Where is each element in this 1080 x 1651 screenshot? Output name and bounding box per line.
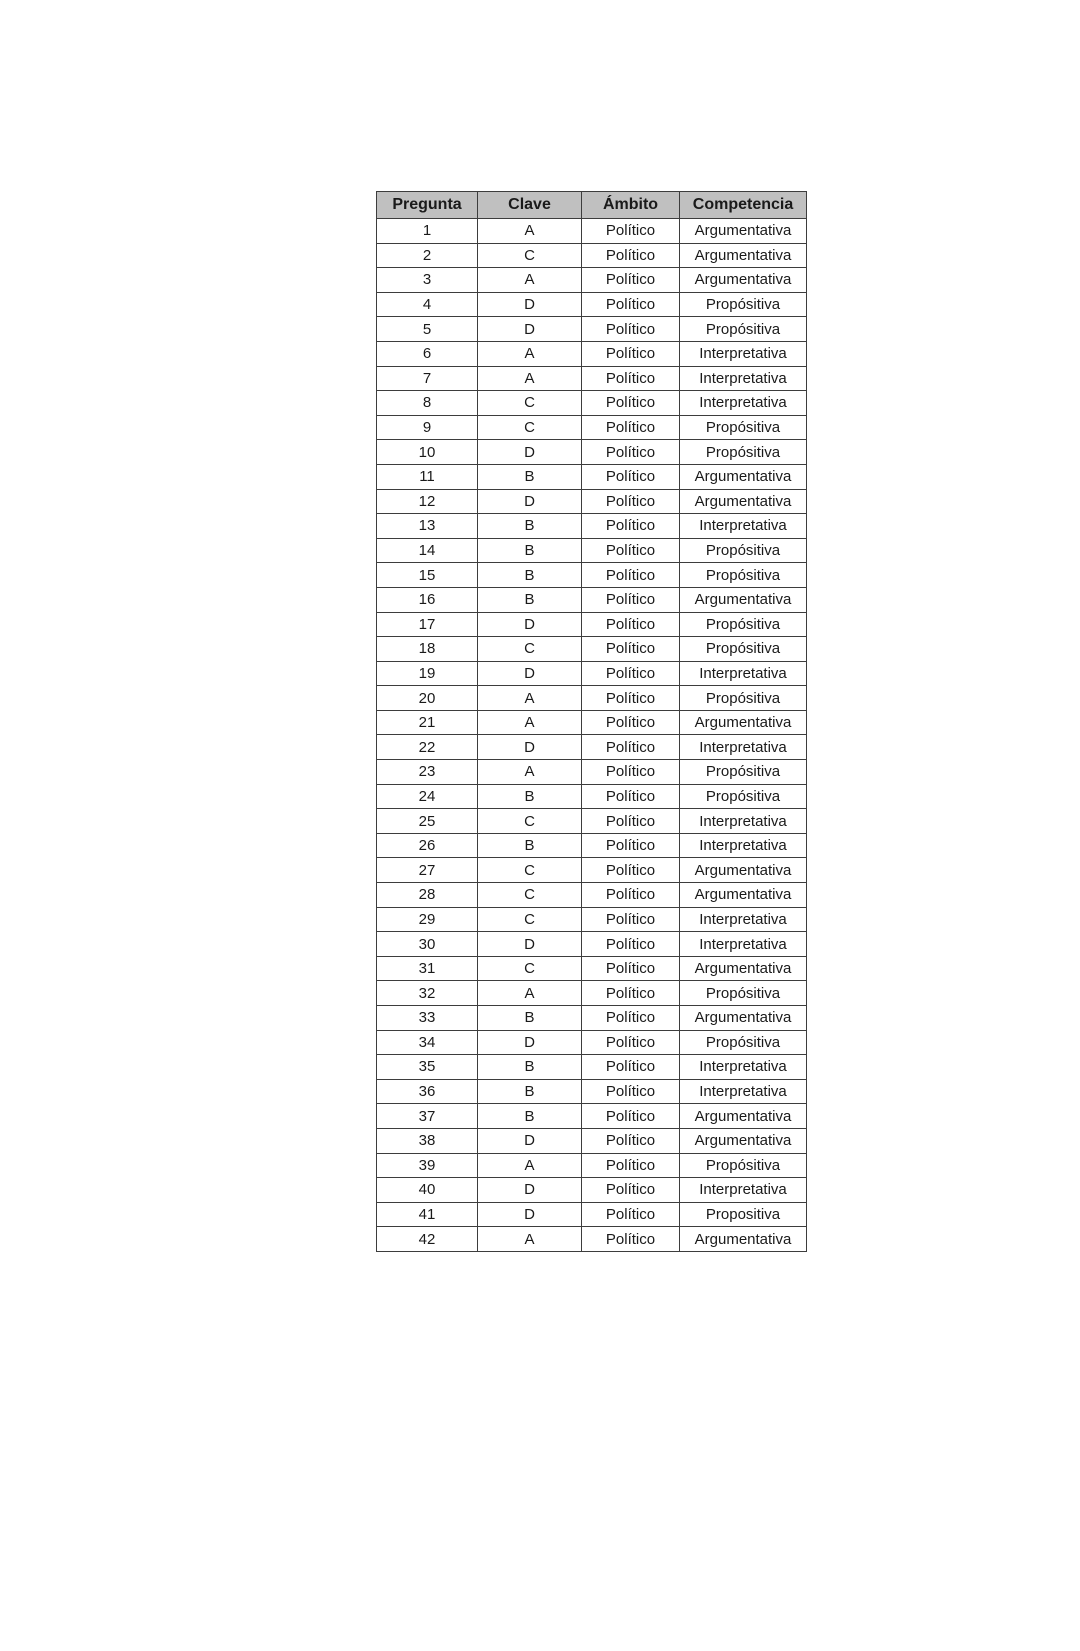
cell-ambito: Político [582,292,680,317]
cell-pregunta: 13 [377,514,478,539]
table-row [377,637,807,662]
table-row [377,956,807,981]
cell-competencia: Argumentativa [680,858,807,883]
cell-competencia: Propósitiva [680,760,807,785]
cell-clave: B [478,1079,582,1104]
cell-ambito: Político [582,809,680,834]
cell-competencia: Interpretativa [680,366,807,391]
answer-key-table [376,191,807,1252]
cell-clave: A [478,1153,582,1178]
cell-ambito: Político [582,1153,680,1178]
cell-competencia: Interpretativa [680,1055,807,1080]
cell-clave: A [478,686,582,711]
cell-clave: B [478,587,582,612]
table-row [377,833,807,858]
cell-competencia: Argumentativa [680,956,807,981]
cell-competencia: Propósitiva [680,538,807,563]
cell-ambito: Político [582,538,680,563]
cell-clave: D [478,1030,582,1055]
cell-ambito: Político [582,563,680,588]
cell-clave: B [478,1055,582,1080]
cell-pregunta: 24 [377,784,478,809]
cell-ambito: Político [582,1104,680,1129]
cell-competencia: Propósitiva [680,415,807,440]
table-row [377,341,807,366]
cell-competencia: Interpretativa [680,932,807,957]
cell-pregunta: 28 [377,883,478,908]
table-row [377,1079,807,1104]
cell-competencia: Propósitiva [680,1153,807,1178]
cell-competencia: Argumentativa [680,710,807,735]
table-row [377,760,807,785]
table-row [377,1178,807,1203]
cell-clave: B [478,464,582,489]
table-row [377,292,807,317]
cell-clave: A [478,760,582,785]
cell-ambito: Político [582,317,680,342]
table-row [377,489,807,514]
cell-pregunta: 42 [377,1227,478,1252]
cell-clave: A [478,366,582,391]
header-competencia: Competencia [680,192,807,219]
cell-competencia: Interpretativa [680,809,807,834]
cell-ambito: Político [582,784,680,809]
cell-competencia: Interpretativa [680,661,807,686]
table-row [377,612,807,637]
table-row [377,391,807,416]
table-row [377,932,807,957]
table-row [377,883,807,908]
cell-ambito: Político [582,415,680,440]
cell-pregunta: 6 [377,341,478,366]
header-pregunta: Pregunta [377,192,478,219]
cell-ambito: Político [582,661,680,686]
cell-pregunta: 2 [377,243,478,268]
cell-competencia: Propósitiva [680,317,807,342]
cell-competencia: Argumentativa [680,883,807,908]
table-row [377,1202,807,1227]
cell-clave: C [478,809,582,834]
cell-clave: D [478,612,582,637]
cell-pregunta: 22 [377,735,478,760]
table-row [377,415,807,440]
cell-ambito: Político [582,1227,680,1252]
cell-competencia: Interpretativa [680,735,807,760]
cell-ambito: Político [582,391,680,416]
cell-clave: A [478,219,582,244]
cell-competencia: Propósitiva [680,686,807,711]
cell-competencia: Interpretativa [680,1079,807,1104]
cell-clave: B [478,1104,582,1129]
cell-ambito: Político [582,440,680,465]
cell-ambito: Político [582,858,680,883]
cell-clave: C [478,858,582,883]
cell-ambito: Político [582,981,680,1006]
table-row [377,440,807,465]
cell-pregunta: 25 [377,809,478,834]
header-ambito: Ámbito [582,192,680,219]
cell-clave: D [478,292,582,317]
cell-ambito: Político [582,1055,680,1080]
cell-ambito: Político [582,686,680,711]
cell-competencia: Propósitiva [680,563,807,588]
table-row [377,981,807,1006]
cell-clave: D [478,932,582,957]
cell-pregunta: 38 [377,1128,478,1153]
cell-competencia: Argumentativa [680,1227,807,1252]
table-row [377,1055,807,1080]
cell-competencia: Argumentativa [680,1128,807,1153]
table-row [377,243,807,268]
cell-competencia: Propositiva [680,1202,807,1227]
cell-pregunta: 37 [377,1104,478,1129]
cell-ambito: Político [582,341,680,366]
cell-clave: B [478,1006,582,1031]
cell-clave: D [478,735,582,760]
cell-competencia: Argumentativa [680,587,807,612]
cell-competencia: Propósitiva [680,637,807,662]
cell-pregunta: 32 [377,981,478,1006]
cell-ambito: Político [582,637,680,662]
cell-pregunta: 8 [377,391,478,416]
cell-pregunta: 27 [377,858,478,883]
cell-ambito: Político [582,932,680,957]
cell-clave: B [478,514,582,539]
cell-clave: D [478,1128,582,1153]
cell-clave: A [478,981,582,1006]
cell-pregunta: 17 [377,612,478,637]
cell-ambito: Político [582,243,680,268]
cell-pregunta: 30 [377,932,478,957]
cell-clave: C [478,391,582,416]
cell-competencia: Propósitiva [680,981,807,1006]
cell-competencia: Interpretativa [680,1178,807,1203]
cell-competencia: Propósitiva [680,1030,807,1055]
cell-pregunta: 29 [377,907,478,932]
cell-clave: D [478,1202,582,1227]
cell-clave: B [478,563,582,588]
cell-competencia: Propósitiva [680,784,807,809]
table-row [377,587,807,612]
cell-clave: D [478,440,582,465]
cell-ambito: Político [582,735,680,760]
cell-ambito: Político [582,1202,680,1227]
cell-competencia: Argumentativa [680,489,807,514]
table-row [377,907,807,932]
cell-pregunta: 3 [377,268,478,293]
header-row [377,192,807,219]
cell-clave: D [478,317,582,342]
cell-competencia: Interpretativa [680,833,807,858]
cell-pregunta: 19 [377,661,478,686]
table-row [377,1128,807,1153]
cell-ambito: Político [582,1079,680,1104]
cell-competencia: Propósitiva [680,292,807,317]
cell-pregunta: 31 [377,956,478,981]
cell-pregunta: 21 [377,710,478,735]
cell-ambito: Político [582,907,680,932]
cell-competencia: Argumentativa [680,1104,807,1129]
cell-ambito: Político [582,489,680,514]
cell-pregunta: 41 [377,1202,478,1227]
cell-pregunta: 1 [377,219,478,244]
cell-competencia: Interpretativa [680,907,807,932]
cell-ambito: Político [582,760,680,785]
cell-ambito: Político [582,219,680,244]
cell-pregunta: 9 [377,415,478,440]
cell-clave: B [478,784,582,809]
table-row [377,514,807,539]
cell-competencia: Interpretativa [680,391,807,416]
table-row [377,686,807,711]
cell-ambito: Político [582,1178,680,1203]
cell-pregunta: 11 [377,464,478,489]
table-row [377,219,807,244]
cell-pregunta: 36 [377,1079,478,1104]
cell-clave: D [478,489,582,514]
cell-competencia: Argumentativa [680,243,807,268]
cell-ambito: Político [582,464,680,489]
cell-pregunta: 26 [377,833,478,858]
header-clave: Clave [478,192,582,219]
cell-ambito: Político [582,883,680,908]
cell-clave: B [478,833,582,858]
cell-clave: C [478,243,582,268]
cell-ambito: Político [582,1006,680,1031]
cell-pregunta: 16 [377,587,478,612]
table-row [377,1104,807,1129]
cell-competencia: Interpretativa [680,341,807,366]
cell-pregunta: 23 [377,760,478,785]
cell-ambito: Político [582,956,680,981]
cell-pregunta: 39 [377,1153,478,1178]
cell-pregunta: 35 [377,1055,478,1080]
cell-pregunta: 33 [377,1006,478,1031]
table-row [377,1006,807,1031]
cell-pregunta: 18 [377,637,478,662]
cell-competencia: Argumentativa [680,464,807,489]
table-row [377,563,807,588]
cell-clave: A [478,268,582,293]
cell-clave: C [478,637,582,662]
cell-clave: A [478,710,582,735]
table-row [377,809,807,834]
table-row [377,538,807,563]
cell-pregunta: 5 [377,317,478,342]
cell-pregunta: 12 [377,489,478,514]
cell-pregunta: 10 [377,440,478,465]
cell-competencia: Argumentativa [680,219,807,244]
cell-clave: C [478,956,582,981]
cell-clave: A [478,341,582,366]
table-row [377,1227,807,1252]
cell-competencia: Argumentativa [680,1006,807,1031]
table-row [377,268,807,293]
cell-ambito: Político [582,833,680,858]
cell-ambito: Político [582,612,680,637]
cell-clave: C [478,415,582,440]
table-row [377,661,807,686]
table-row [377,1030,807,1055]
cell-ambito: Político [582,710,680,735]
table-row [377,317,807,342]
table-row [377,784,807,809]
table-row [377,735,807,760]
cell-ambito: Político [582,587,680,612]
cell-clave: C [478,907,582,932]
cell-clave: C [478,883,582,908]
cell-ambito: Político [582,268,680,293]
table-row [377,858,807,883]
cell-clave: D [478,1178,582,1203]
cell-competencia: Propósitiva [680,612,807,637]
cell-ambito: Político [582,366,680,391]
cell-ambito: Político [582,514,680,539]
cell-clave: B [478,538,582,563]
table-row [377,1153,807,1178]
cell-clave: D [478,661,582,686]
table-row [377,464,807,489]
cell-competencia: Interpretativa [680,514,807,539]
cell-ambito: Político [582,1128,680,1153]
cell-pregunta: 40 [377,1178,478,1203]
cell-pregunta: 15 [377,563,478,588]
cell-clave: A [478,1227,582,1252]
cell-competencia: Propósitiva [680,440,807,465]
cell-competencia: Argumentativa [680,268,807,293]
cell-pregunta: 7 [377,366,478,391]
table-row [377,366,807,391]
cell-pregunta: 34 [377,1030,478,1055]
cell-pregunta: 20 [377,686,478,711]
table-row [377,710,807,735]
cell-pregunta: 14 [377,538,478,563]
cell-pregunta: 4 [377,292,478,317]
cell-ambito: Político [582,1030,680,1055]
